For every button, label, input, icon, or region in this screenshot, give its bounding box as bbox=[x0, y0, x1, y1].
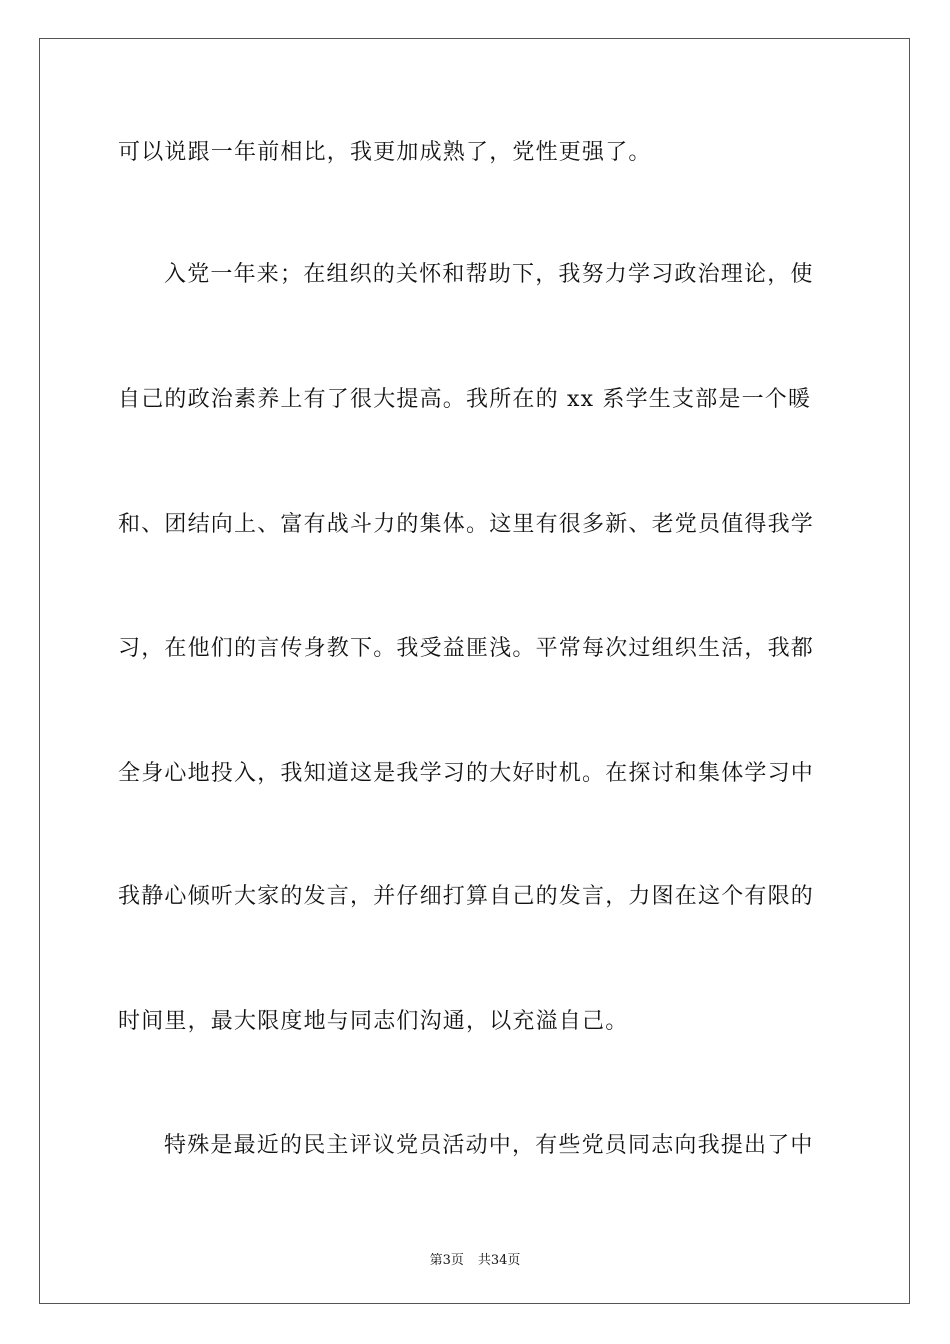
paragraph-start-line: 特殊是最近的民主评议党员活动中，有些党员同志向我提出了中 bbox=[164, 1133, 814, 1158]
text-line: 全身心地投入，我知道这是我学习的大好时机。在探讨和集体学习中 bbox=[118, 761, 815, 786]
text-line: 和、团结向上、富有战斗力的集体。这里有很多新、老党员值得我学 bbox=[118, 512, 815, 537]
text-line: 习，在他们的言传身教下。我受益匪浅。平常每次过组织生活，我都 bbox=[118, 636, 815, 661]
page-footer bbox=[0, 1249, 950, 1268]
paragraph-start-line: 入党一年来；在组织的关怀和帮助下，我努力学习政治理论，使 bbox=[164, 262, 814, 287]
text-line: 我静心倾听大家的发言，并仔细打算自己的发言，力图在这个有限的 bbox=[118, 884, 815, 909]
text-line: 自己的政治素养上有了很大提高。我所在的 xx 系学生支部是一个暖 bbox=[118, 387, 812, 412]
text-line: 可以说跟一年前相比，我更加成熟了，党性更强了。 bbox=[118, 140, 652, 165]
page-border bbox=[39, 38, 910, 1304]
text-line: 时间里，最大限度地与同志们沟通，以充溢自己。 bbox=[118, 1009, 629, 1034]
page-number: 第3页 bbox=[429, 1253, 464, 1268]
page-total: 共34页 bbox=[477, 1253, 521, 1268]
